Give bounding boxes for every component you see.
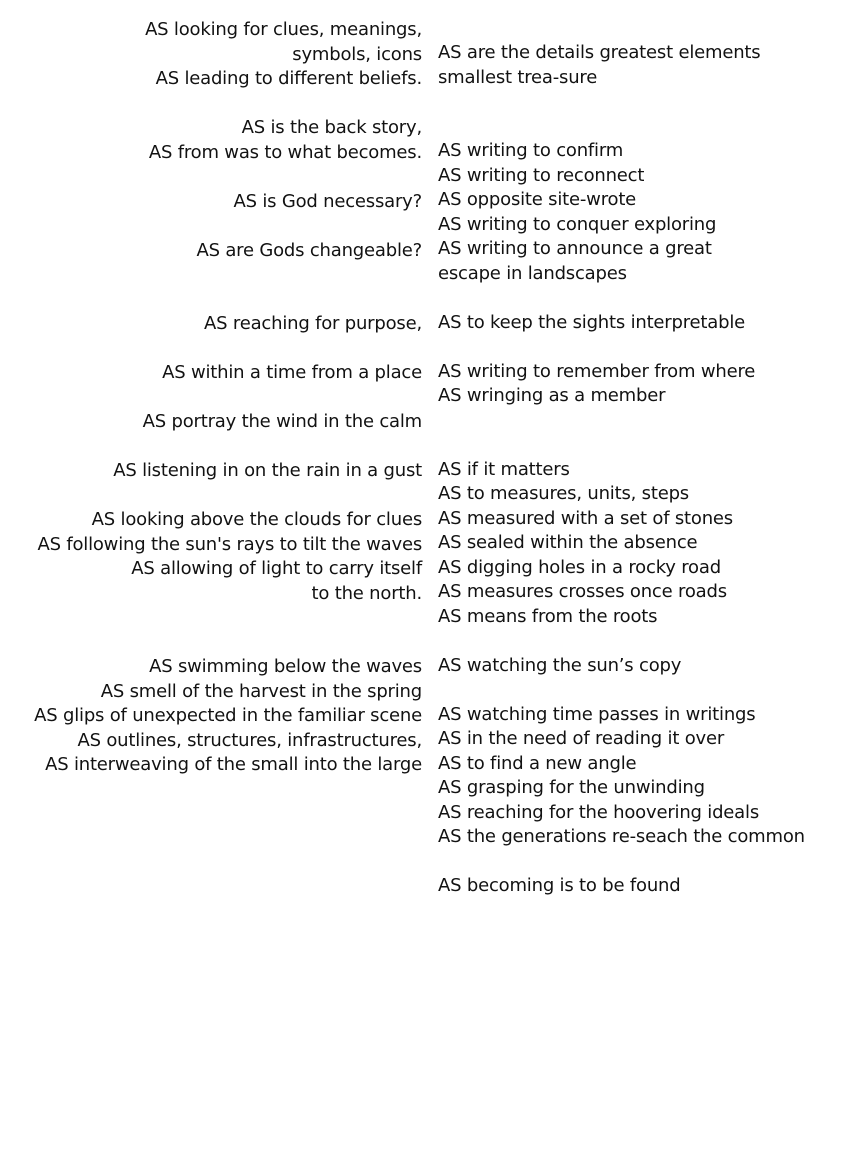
poem-line: AS to keep the sights interpretable	[438, 311, 745, 333]
poem-line	[0, 92, 422, 117]
poem-line: AS looking above the clouds for clues	[91, 509, 422, 530]
poem-line: AS writing to announce a great	[438, 238, 712, 259]
poem-line: AS writing to remember from where	[438, 360, 756, 382]
poem-line	[0, 263, 422, 288]
poem-line: AS leading to different beliefs.	[155, 68, 422, 89]
poem-line	[0, 165, 422, 190]
poem-line: AS looking for clues, meanings,	[145, 19, 422, 40]
poem-line: AS opposite site-wrote	[438, 189, 637, 210]
poem-line: AS if it matters	[438, 458, 570, 480]
poem-line	[438, 286, 838, 311]
poem-line: AS allowing of light to carry itself	[131, 558, 422, 579]
poem-line: AS portray the wind in the calm	[142, 411, 422, 432]
poem-line	[0, 484, 422, 509]
poem-line	[438, 115, 838, 140]
poem-line: AS to find a new angle	[438, 752, 637, 774]
poem-line: symbols, icons	[292, 43, 422, 65]
poem-line: AS measures crosses once roads	[438, 581, 727, 602]
poem-line: to the north.	[311, 582, 422, 604]
right-column	[438, 41, 838, 899]
left-column	[0, 18, 422, 778]
poem-line	[438, 335, 838, 360]
poem-line: AS writing to conquer exploring	[438, 213, 717, 235]
poem-line	[0, 386, 422, 411]
poem-line	[438, 678, 838, 703]
poem-line: AS sealed within the absence	[438, 532, 698, 553]
poem-line	[0, 288, 422, 313]
poem-line: AS grasping for the unwinding	[438, 777, 705, 798]
poem-line: AS within a time from a place	[162, 362, 422, 383]
poem-line	[0, 606, 422, 631]
poem-line: AS interweaving of the small into the large	[45, 754, 422, 775]
poem-line: AS reaching for purpose,	[204, 313, 422, 334]
poem-line: AS following the sun's rays to tilt the waves	[37, 533, 422, 555]
poem-line: AS wringing as a member	[438, 385, 666, 406]
poem-line: AS writing to confirm	[438, 140, 624, 161]
poem-line: AS digging holes in a rocky road	[438, 556, 721, 578]
poem-line: AS are the details greatest elements	[438, 42, 761, 63]
poem-line: AS means from the roots	[438, 605, 658, 627]
poem-line: AS becoming is to be found	[438, 875, 681, 896]
poem-line: AS watching time passes in writings	[438, 703, 756, 725]
poem-line	[0, 214, 422, 239]
poem-line	[438, 433, 838, 458]
poem-line: AS outlines, structures, infrastructures,	[77, 729, 422, 751]
poem-line: AS writing to reconnect	[438, 164, 645, 186]
poem-line: AS are Gods changeable?	[196, 239, 422, 261]
poem-line: AS the generations re-seach the common	[438, 826, 805, 847]
poem-line: smallest trea-sure	[438, 66, 598, 88]
poem-line: AS reaching for the hoovering ideals	[438, 801, 759, 823]
poem-line	[0, 631, 422, 656]
poem-line	[438, 629, 838, 654]
poem-line: AS to measures, units, steps	[438, 483, 689, 504]
poem-line: escape in landscapes	[438, 262, 627, 284]
poem-line: AS from was to what becomes.	[148, 141, 422, 163]
poem-line: AS is the back story,	[241, 117, 422, 138]
poem-line: AS is God necessary?	[233, 190, 422, 212]
poem-line: AS watching the sun’s copy	[438, 654, 682, 676]
poem-line: AS glips of unexpected in the familiar scene	[34, 705, 422, 726]
poem-line: AS measured with a set of stones	[438, 507, 733, 529]
poem-line	[438, 90, 838, 115]
poem-line	[0, 435, 422, 460]
poem-line	[0, 337, 422, 362]
poem-line	[438, 409, 838, 434]
poem-line: AS in the need of reading it over	[438, 728, 725, 749]
poem-line: AS swimming below the waves	[149, 656, 422, 677]
poem-line: AS listening in on the rain in a gust	[113, 460, 422, 481]
poem-line: AS smell of the harvest in the spring	[100, 680, 422, 702]
poem-line	[438, 850, 838, 875]
